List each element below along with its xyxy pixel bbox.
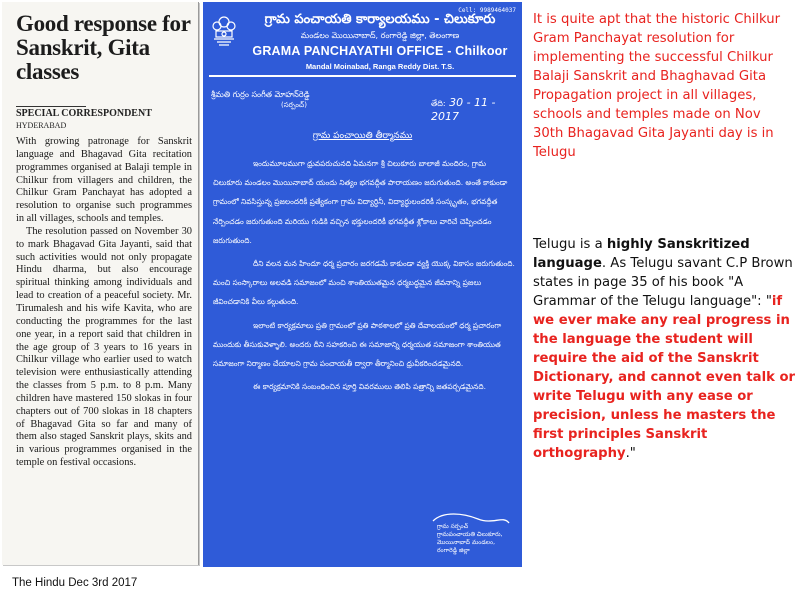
- clipping-paragraph: The resolution passed on November 30 to mark Bhagavad Gita Jayanti, said that such activities would not only propagate Hindu dharma, but also encourage spiritual thinking among individuals and lead to creation of a peaceful society. Mr. Tirumalesh and his wife Kavita, who are conducting the programmes for the last one year, in a report said that children in the age group of 3 years to 16 years in Chilkur village who earlier used to watch television were enthusiastically attending the classes from 5 p.m. to 8 p.m. Many children have mastered 150 slokas in four chapters out of 700 slokas in 18 chapters of Bhagavad Gita so far and many of them also staged Sanskrit plays, skits and in various programmes organised in the temple on festival occasions.: [16, 225, 192, 469]
- commentary-intro-block: [533, 10, 795, 162]
- letter-reference: Cell: 9989464037: [458, 7, 516, 14]
- sarpanch-name: శ్రీమతి గుర్రం సంగీత మోహన్‌రెడ్డి: [211, 90, 310, 99]
- clipping-byline: [16, 108, 192, 132]
- byline-rule: [16, 106, 86, 107]
- stamp-line: మొయినాబాద్ మండలం,: [437, 539, 495, 546]
- date-value: 30 - 11 - 2017: [431, 96, 496, 123]
- letter-paragraph: ఇలాంటి కార్యక్రమాలు ప్రతి గ్రామంలో ప్రతి పాఠశాలలో ప్రతి దేవాలయంలో ధర్మ ప్రచారంగా ముందుకు తీసుకువెళ్ళాలి. అందరు దీని సహకరించి ఈ సమాజాన్ని ధర్మయుత సమాజంగా శాంతియుత సమాజంగా నిర్మాణం చేయాలని గ్రామ పంచాయతీ ద్వారా తీర్మానించి ధ్రువీకరించడమైనది.: [213, 320, 502, 369]
- clipping-body: [16, 136, 192, 470]
- brown-quote: if we ever make any real progress in the language the student will require the aid of the Sanskrit Dictionary, and cannot even talk or write Telugu with any ease or precision, unless he masters the first principles Sanskrit orthography: [533, 294, 796, 461]
- letter-paragraph: ఈ కార్యక్రమానికి సంబంధించిన పూర్తి వివరములు తెలిపి పత్రాన్ని జతపర్చడమైనది.: [253, 382, 486, 392]
- letter-address: Mandal Moinabad, Ranga Reddy Dist. T.S.: [305, 62, 455, 71]
- panchayat-letter: [203, 2, 522, 567]
- stamp-line: రంగారెడ్డి జిల్లా: [437, 547, 470, 554]
- state-emblem-icon: [211, 14, 237, 54]
- letter-body: [213, 154, 516, 400]
- clipping-paragraph: With growing patronage for Sanskrit language and Bhagavad Gita recitation programmes organised at Balaji temple in Chilkur from villagers and children, the Chilkur Gram Panchayat has adopted a resolution to organise such programmes in all villages, schools and temples.: [16, 136, 192, 225]
- byline-location: HYDERABAD: [16, 121, 67, 130]
- letter-date: [431, 96, 522, 123]
- stamp-line: గ్రామపంచాయతి చిలుకూరు,: [437, 531, 503, 538]
- commentary-intro: It is quite apt that the historic Chilkur Gram Panchayat resolution for implementing the successful Chilkur Balaji Sanskrit and Bhaghavad Gita Propagation project in all villages, schools and temples made on Nov 30th Bhagavad Gita Jayanti day is in Telugu: [533, 12, 781, 160]
- commentary-text: Telugu is a: [533, 237, 607, 252]
- source-caption: The Hindu Dec 3rd 2017: [12, 577, 138, 589]
- stamp-line: గ్రామ సర్పంచ్: [437, 523, 469, 530]
- letter-heading: గ్రామ పంచాయితి తీర్మానము: [312, 131, 413, 141]
- letter-subtitle-telugu: మండలం మొయినాబాద్, రంగారెడ్డి జిల్లా, తెలంగాణ: [300, 31, 460, 40]
- sarpanch-designation: (సర్పంచ్): [281, 101, 307, 109]
- letter-paragraph: దీని వలన మన హిందూ ధర్మ ప్రచారం జరగడమే కాకుండా వ్యక్తి యొక్క వికాసం జరుగుతుంది. మంచి సంస్కారాలు అలవడి సమాజంలో మంచి శాంతియుతమైన ధర్మబద్ధమైన జీవనాన్ని ప్రజలు జీవించడానికి వీలు కల్గుతుంది.: [213, 259, 515, 307]
- sarpanch-stamp: [423, 509, 513, 561]
- commentary-text: .": [625, 446, 636, 461]
- date-label: తేది:: [431, 99, 446, 108]
- commentary-highlight: highly Sanskritized language: [533, 237, 750, 271]
- letter-paragraph: ఇందుమూలముగా ధ్రువపరుచునది ఏమనగా శ్రీ చిలుకూరు బాలాజీ మందిరం, గ్రామ చిలుకూరు మండలం మొయినాబాద్ యందు నిత్యం భగవద్గీత పారాయణం జరుగుతుంది. అంతే కాకుండా గ్రామంలో నివసిస్తున్న ప్రజలందరికీ ప్రత్యేకంగా గ్రామ విద్యార్థినీ, విద్యార్థులందరికీ సంస్కృతం, భగవద్గీత నేర్పించడం జరుగుతుంది మరియు గుడికి వచ్చిన భక్తులందరికీ భగవద్గీత శ్లోకాలు వారిచే చెప్పించడం జరుగుతుంది.: [213, 159, 508, 245]
- newspaper-clipping: [2, 2, 199, 565]
- byline-author: SPECIAL CORRESPONDENT: [16, 108, 152, 119]
- clipping-headline: Good response for Sanskrit, Gita classes: [16, 11, 191, 84]
- letter-title-telugu: గ్రామ పంచాయతి కార్యాలయము - చిలుకూరు: [264, 12, 496, 27]
- letter-title-english: GRAMA PANCHAYATHI OFFICE - Chilkoor: [252, 44, 508, 58]
- letter-salutation: [211, 90, 310, 111]
- commentary-text: . As Telugu savant C.P Brown states in page 35 of his book "A Grammar of the Telugu language": ": [533, 256, 793, 309]
- letterhead-divider: [209, 75, 516, 77]
- commentary-telugu-note: [533, 235, 795, 463]
